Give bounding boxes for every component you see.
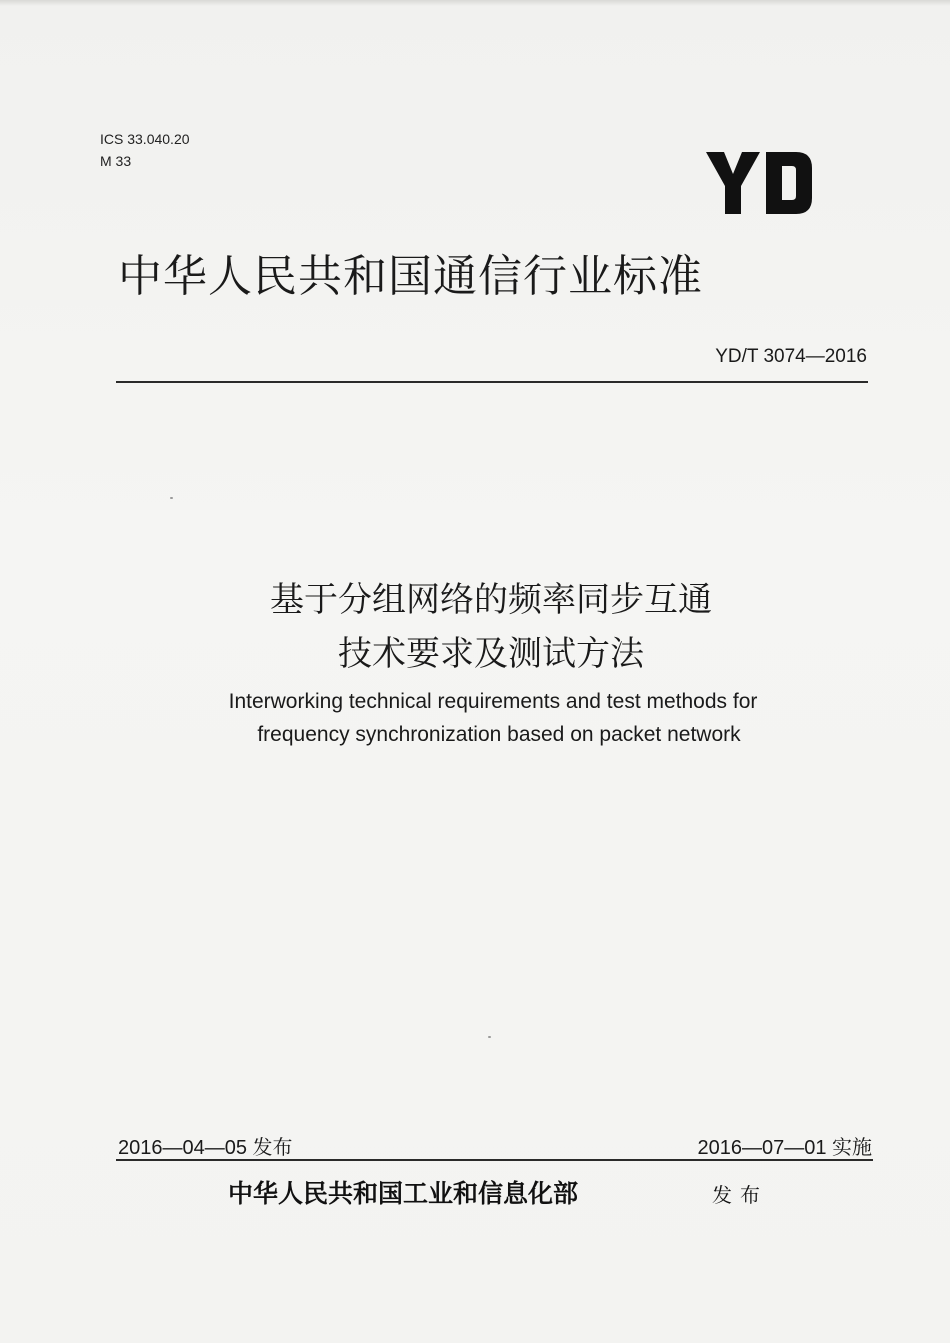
category-code: M 33 — [100, 153, 132, 169]
classification-block — [100, 128, 190, 172]
yd-logo — [706, 152, 816, 214]
scan-speck — [488, 1036, 491, 1038]
document-title-en-line2: frequency synchronization based on packet network — [257, 723, 741, 746]
document-title-en-line1: Interworking technical requirements and test methods for — [228, 690, 758, 713]
ics-code: ICS 33.040.20 — [100, 131, 190, 147]
issuing-authority: 中华人民共和国工业和信息化部 — [228, 1179, 579, 1208]
scan-speck — [170, 497, 173, 499]
footer-divider — [116, 1159, 873, 1161]
header-divider — [116, 381, 868, 383]
issuing-authority-suffix: 发布 — [712, 1183, 768, 1207]
standard-number: YD/T 3074—2016 — [715, 346, 867, 367]
standard-category-title: 中华人民共和国通信行业标准 — [118, 251, 703, 302]
implementation-date: 2016—07—01 实施 — [697, 1137, 872, 1159]
issue-date: 2016—04—05 发布 — [118, 1137, 293, 1159]
document-title-zh-line2: 技术要求及测试方法 — [338, 634, 644, 674]
scan-edge — [0, 0, 950, 6]
document-title-zh-line1: 基于分组网络的频率同步互通 — [270, 580, 712, 620]
